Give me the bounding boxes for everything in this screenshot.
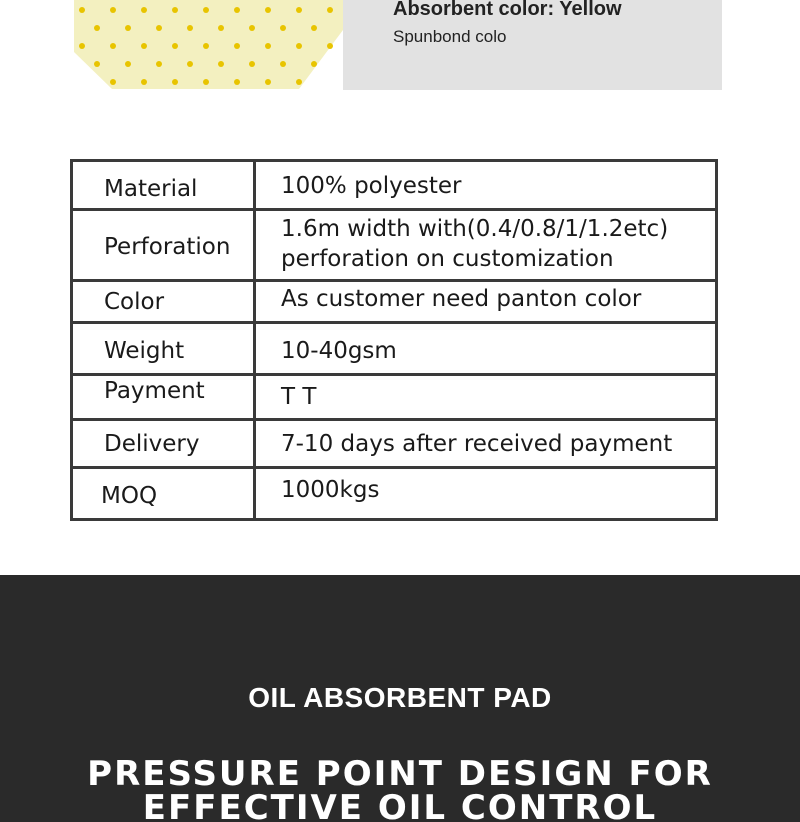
perforation-dot xyxy=(249,25,255,31)
perforation-dot xyxy=(234,7,240,13)
perforation-dot xyxy=(172,79,178,85)
material-value: 100% polyester xyxy=(281,173,462,199)
banner-subtitle: OIL ABSORBENT PAD xyxy=(248,682,552,713)
perforation-dot xyxy=(265,43,271,49)
specification-table xyxy=(70,159,718,521)
perforation-dot xyxy=(79,43,85,49)
dark-feature-banner xyxy=(0,575,800,822)
moq-value: 1000kgs xyxy=(281,477,380,503)
perforation-dot xyxy=(110,43,116,49)
color-value: As customer need panton color xyxy=(281,286,642,312)
perforation-dot xyxy=(203,7,209,13)
pad-illustration xyxy=(74,0,343,89)
perforation-dot xyxy=(327,7,333,13)
product-header-area xyxy=(0,0,800,90)
delivery-label: Delivery xyxy=(104,431,200,457)
table-row-moq xyxy=(73,469,715,518)
column-divider xyxy=(253,376,256,418)
spunbond-color-text: Spunbond colo xyxy=(393,27,507,46)
table-row-perforation xyxy=(73,211,715,282)
column-divider xyxy=(253,211,256,279)
perforation-dot xyxy=(265,79,271,85)
column-divider xyxy=(253,282,256,321)
column-divider xyxy=(253,162,256,208)
color-label: Color xyxy=(104,289,165,315)
column-divider xyxy=(253,469,256,518)
perforation-dot xyxy=(110,79,116,85)
perforation-dot xyxy=(94,25,100,31)
banner-headline xyxy=(0,754,800,822)
column-divider xyxy=(253,324,256,373)
column-divider xyxy=(253,421,256,466)
perforation-dot xyxy=(280,61,286,67)
perforation-dot xyxy=(187,25,193,31)
perforation-dot xyxy=(203,43,209,49)
perforation-dot xyxy=(187,61,193,67)
perforation-dot xyxy=(280,25,286,31)
material-label: Material xyxy=(104,176,198,202)
perforation-dot xyxy=(296,79,302,85)
perforation-dot xyxy=(125,25,131,31)
perforation-dot xyxy=(79,7,85,13)
table-row-weight xyxy=(73,324,715,376)
payment-value: T T xyxy=(281,384,317,410)
perforation-dot xyxy=(125,61,131,67)
perforation-dot xyxy=(110,7,116,13)
perforation-dot xyxy=(172,43,178,49)
perforation-dot xyxy=(311,61,317,67)
perforation-dot xyxy=(141,7,147,13)
perforation-dot xyxy=(156,61,162,67)
table-row-material xyxy=(73,162,715,211)
table-row-payment xyxy=(73,376,715,421)
perforation-dot xyxy=(327,43,333,49)
absorbent-pad-image xyxy=(74,0,343,89)
weight-value: 10-40gsm xyxy=(281,338,397,364)
perforation-dot xyxy=(296,7,302,13)
perforation-dot xyxy=(234,79,240,85)
perforation-dot xyxy=(156,25,162,31)
table-row-color xyxy=(73,282,715,324)
delivery-value: 7-10 days after received payment xyxy=(281,431,673,457)
moq-label: MOQ xyxy=(101,483,158,509)
weight-label: Weight xyxy=(104,338,185,364)
perforation-dot xyxy=(172,7,178,13)
perforation-value-line-2: perforation on customization xyxy=(281,246,614,272)
banner-headline-line-2: EFFECTIVE OIL CONTROL xyxy=(142,788,658,822)
product-info-box xyxy=(343,0,722,90)
perforation-dot xyxy=(203,79,209,85)
perforation-dot xyxy=(218,25,224,31)
perforation-dot xyxy=(265,7,271,13)
perforation-dot xyxy=(249,61,255,67)
perforation-dot xyxy=(234,43,240,49)
perforation-value-line-1: 1.6m width with(0.4/0.8/1/1.2etc) xyxy=(281,216,669,242)
perforation-dot xyxy=(141,43,147,49)
payment-label: Payment xyxy=(104,378,205,404)
perforation-dot xyxy=(94,61,100,67)
perforation-label: Perforation xyxy=(104,234,231,260)
absorbent-color-text: Absorbent color: Yellow xyxy=(393,0,622,20)
table-row-delivery xyxy=(73,421,715,469)
perforation-dot xyxy=(218,61,224,67)
perforation-dot xyxy=(141,79,147,85)
banner-headline-line-1: PRESSURE POINT DESIGN FOR xyxy=(87,754,713,794)
perforation-dot xyxy=(311,25,317,31)
perforation-dot xyxy=(296,43,302,49)
